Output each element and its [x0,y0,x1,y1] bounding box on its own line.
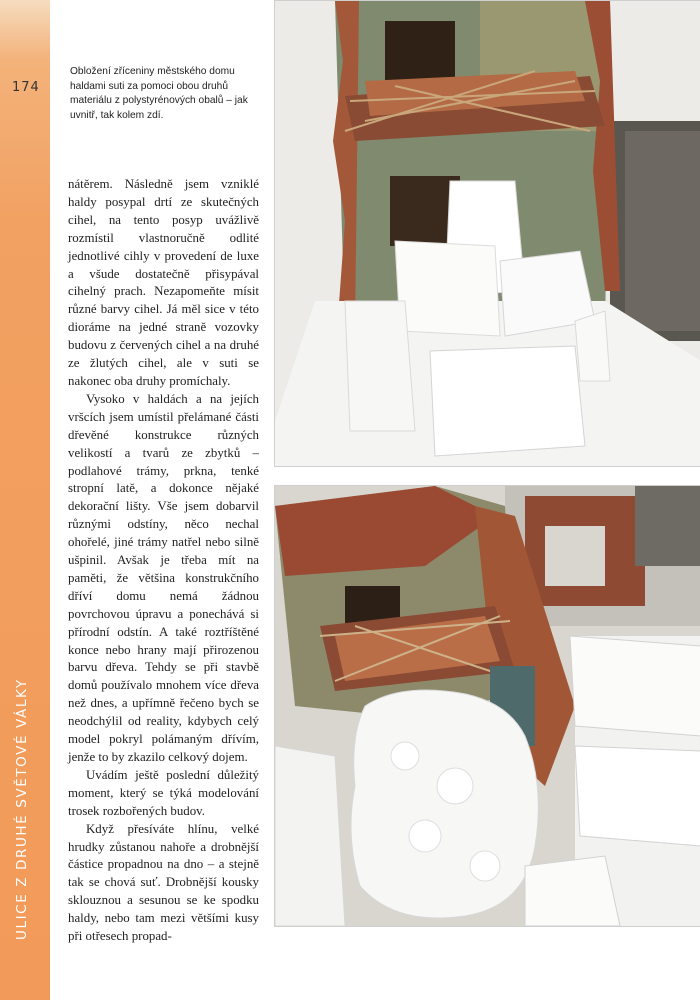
photo-diorama-ruin-top [274,0,700,467]
paragraph: Uvádím ještě poslední důležitý moment, který se týká modelování trosek rozbořených budov. [68,767,259,818]
running-title: ULICE Z DRUHÉ SVĚTOVÉ VÁLKY [14,678,30,940]
photo-illustration [275,486,700,926]
paragraph: nátěrem. Následně jsem vzniklé haldy posypal drtí ze skutečných cihel, na tento posyp uvážlivě rozmístil vlastnoručně odlité jednotlivé cihly v provedení de luxe a všude dostatečně přisypával cihelný prach. Nezapomeňte mísit různé barvy cihel. Já měl sice v této dioráme na jedné straně vozovky budovu z červených cihel a na druhé ze žlutých cihel, ale v suti se nakonec oba druhy promíchaly. [68,177,259,388]
paragraph: Vysoko v haldách a na jejích vršcích jsem umístil přelámané části dřevěné konstrukce různých velikostí a tvarů ze zbytků – podlahové trámy, prkna, tenké stropní latě, a dokonce nějaké dekorační lišty. Vše jsem dobarvil různými odstíny, něco nechal ohořelé, jiné trámy natřel nebo silně ušpinil. Avšak je třeba mít na paměti, že většina konstrukčního dříví domu nemá žádnou povrchovou úpravu a ponechává si přírodní odstín. A také roztříštěné konce nebo hrany mají přirozenou barvu dřeva. Tehdy se při stavbě domů používalo mnohem více dřeva než dnes, a upřímně řečeno bych se neodchýlil od reality, kdybych celý model pokryl polámaným dřívím, jenže to by zkazilo celkový dojem. [68,391,259,764]
page-number: 174 [12,80,40,95]
photo-caption: Obložení zříceniny městského domu haldami suti za pomoci obou druhů materiálu z polystyrénových obalů – jak uvnitř, tak kolem zdí. [70,66,248,121]
body-text [68,176,259,946]
photo-diorama-ruin-bottom [274,485,700,927]
paragraph: Když přesíváte hlínu, velké hrudky zůstanou nahoře a drobnější částice propadnou na dno – a stejně tak se chová suť. Drobnější kousky sklouznou a sesunou se ke spodku haldy, nebo tam mezi většími kusy při otřesech propad- [68,821,259,944]
photo-illustration [275,1,700,466]
